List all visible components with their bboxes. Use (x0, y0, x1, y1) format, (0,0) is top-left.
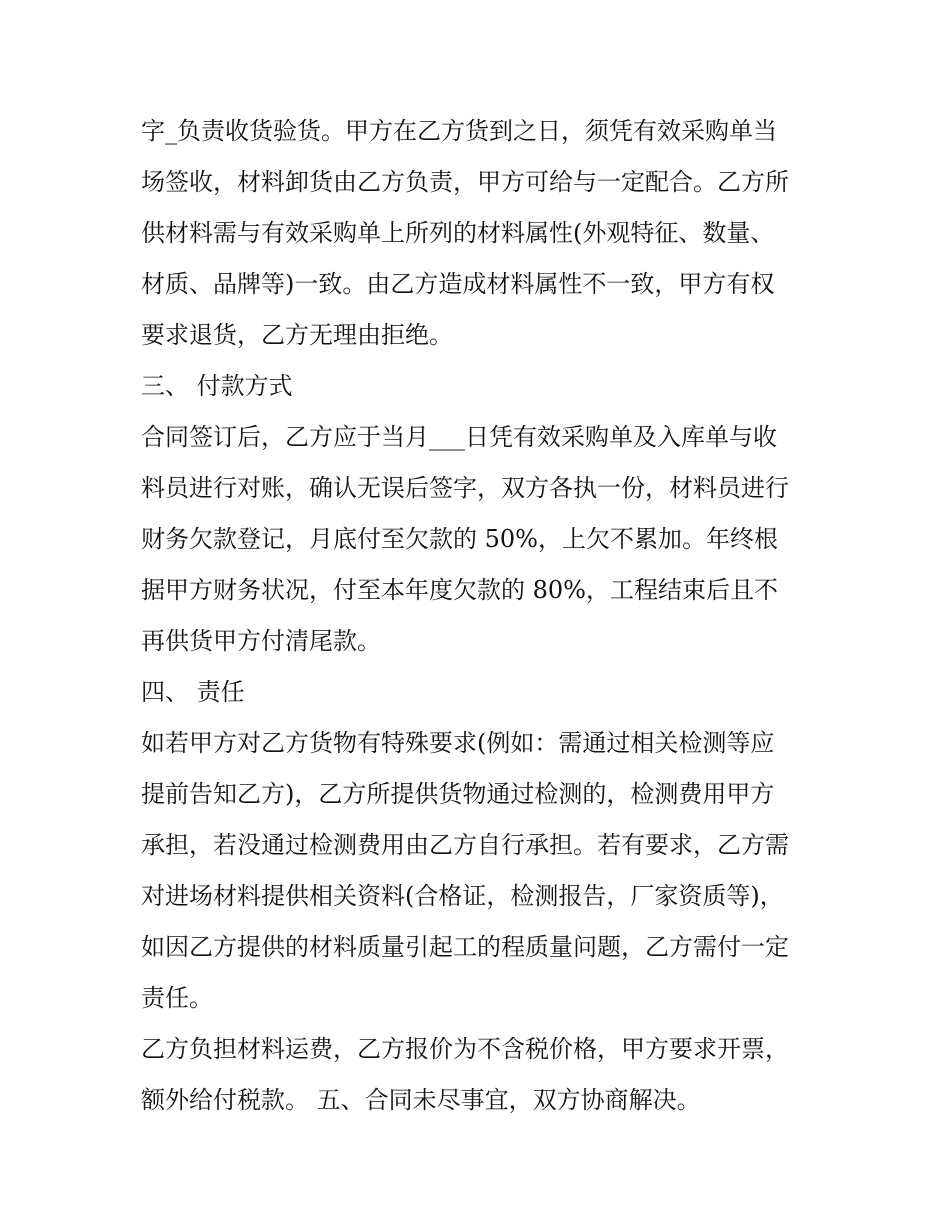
section-heading-payment: 三、 付款方式 (141, 372, 293, 400)
text-line: 字_负责收货验货。甲方在乙方货到之日，须凭有效采购单当 (141, 117, 777, 145)
text-line: 对进场材料提供相关资料(合格证，检测报告，厂家资质等)， (141, 882, 784, 910)
text-line: 承担，若没通过检测费用由乙方自行承担。若有要求，乙方需 (141, 831, 789, 859)
text-line: 乙方负担材料运费，乙方报价为不含税价格，甲方要求开票， (141, 1035, 789, 1063)
section-heading-responsibility: 四、 责任 (141, 678, 245, 706)
text-line: 提前告知乙方)，乙方所提供货物通过检测的，检测费用甲方 (141, 780, 775, 808)
text-line: 供材料需与有效采购单上所列的材料属性(外观特征、数量、 (141, 219, 775, 247)
text-line: 财务欠款登记，月底付至欠款的 50%，上欠不累加。年终根 (141, 525, 778, 553)
text-line: 材质、品牌等)一致。由乙方造成材料属性不一致，甲方有权 (141, 270, 775, 298)
text-line: 要求退货，乙方无理由拒绝。 (141, 321, 453, 349)
text-line: 据甲方财务状况，付至本年度欠款的 80%，工程结束后且不 (141, 576, 778, 604)
text-line: 料员进行对账，确认无误后签字，双方各执一份，材料员进行 (141, 474, 789, 502)
text-line: 如若甲方对乙方货物有特殊要求(例如：需通过相关检测等应 (141, 729, 775, 757)
text-line: 场签收，材料卸货由乙方负责，甲方可给与一定配合。乙方所 (141, 168, 789, 196)
text-line: 额外给付税款。 五、合同未尽事宜，双方协商解决。 (141, 1086, 701, 1114)
document-body (141, 106, 821, 1126)
text-line: 再供货甲方付清尾款。 (141, 627, 381, 655)
text-line: 如因乙方提供的材料质量引起工的程质量问题，乙方需付一定 (141, 933, 789, 961)
text-line: 责任。 (141, 984, 213, 1012)
text-line: 合同签订后，乙方应于当月___日凭有效采购单及入库单与收 (141, 423, 777, 451)
